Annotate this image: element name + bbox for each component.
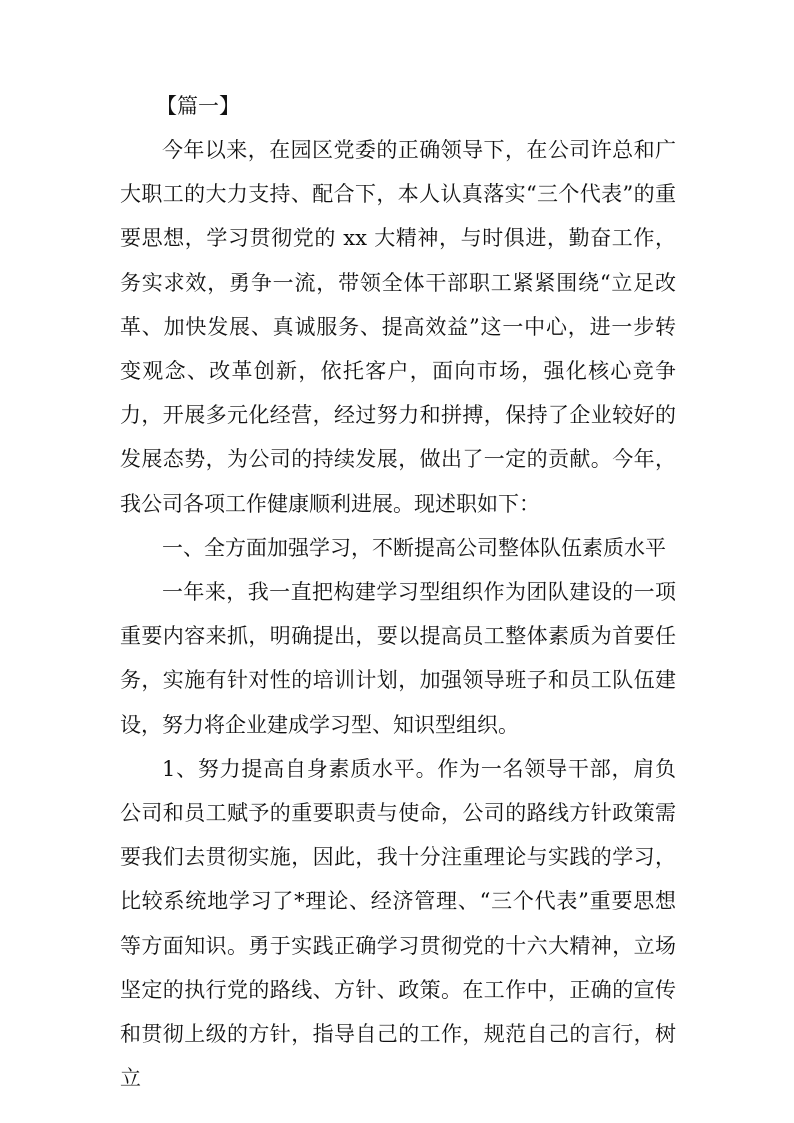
- paragraph-intro: 今年以来，在园区党委的正确领导下，在公司许总和广大职工的大力支持、配合下，本人认真落实“三个代表”的重要思想，学习贯彻党的 xx 大精神，与时俱进，勤奋工作，务实求效，勇争一流，带领全体干部职工紧紧围绕“立足改革、加快发展、真诚服务、提高效益”这一中心，进一步转变观念、改革创新，依托客户，面向市场，强化核心竞争力，开展多元化经营，经过努力和拼搏，保持了企业较好的发展态势，为公司的持续发展，做出了一定的贡献。今年，我公司各项工作健康顺利进展。现述职如下：: [120, 138, 676, 516]
- paragraph-heading-1: 一、全方面加强学习，不断提高公司整体队伍素质水平: [162, 535, 666, 560]
- document-body: [120, 84, 676, 1100]
- paragraph-self-improvement: 1、努力提高自身素质水平。作为一名领导干部，肩负公司和员工赋予的重要职责与使命，公司的路线方针政策需要我们去贯彻实施，因此，我十分注重理论与实践的学习，比较系统地学习了*理论、经济管理、“三个代表”重要思想等方面知识。勇于实践正确学习贯彻党的十六大精神，立场坚定的执行党的路线、方针、政策。在工作中，正确的宣传和贯彻上级的方针，指导自己的工作，规范自己的言行，树立: [120, 756, 676, 1091]
- paragraph-learning: 一年来，我一直把构建学习型组织作为团队建设的一项重要内容来抓，明确提出，要以提高员工整体素质为首要任务，实施有针对性的培训计划，加强领导班子和员工队伍建设，努力将企业建成学习型、知识型组织。: [120, 580, 676, 737]
- section-title: 【篇一】: [156, 94, 240, 118]
